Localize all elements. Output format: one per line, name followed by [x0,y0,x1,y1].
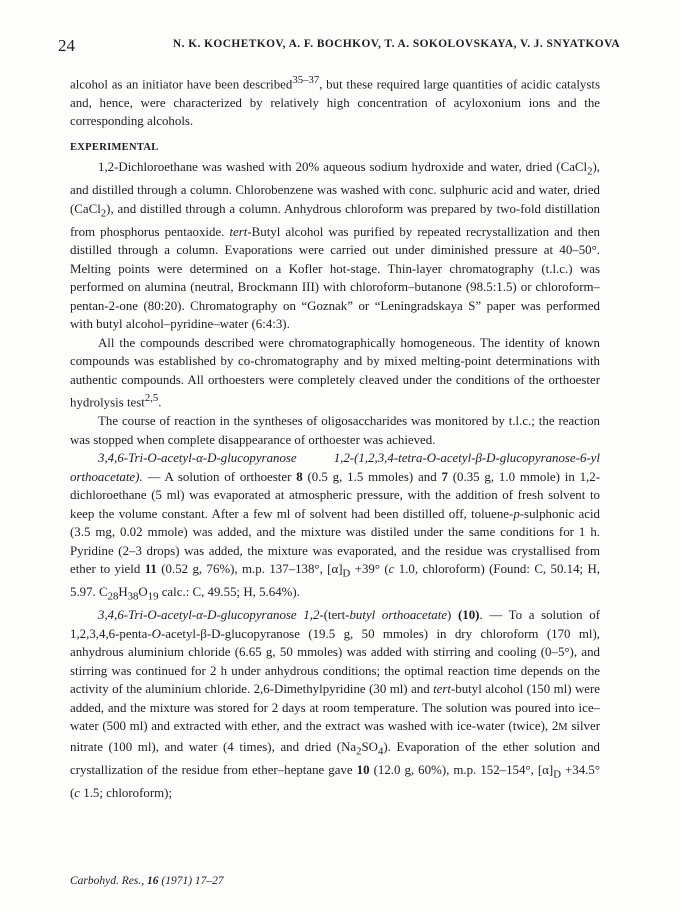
monitoring-paragraph: The course of reaction in the syntheses of oligosaccharides was monitored by t.l.c.; the reaction was stopped when complete disappearance of orthoester was achieved. [70,414,600,447]
article-body [70,71,600,803]
section-heading: EXPERIMENTAL [70,141,159,153]
intro-paragraph: alcohol as an initiator have been described$^{35-37}$, but these required large quantities of acidic catalysts and, hence, were characterized by relatively high concentration of acyloxonium ions and the corresponding alcohols. [70,74,600,129]
synthesis-paragraph-10: 3,4,6-Tri-O-acetyl-α-D-glucopyranose 1,2-(tert-butyl orthoacetate) (10). — To a solution of 1,2,3,4,6-penta-O-acetyl-β-D-glucopyranose (19.5 g, 50 mmoles) in dry chloroform (170 ml), anhydrous aluminium chloride (6.65 g, 50 mmoles) was added with stirring and cooling (0–5°), and stirring was continued for 2 h under anhydrous conditions; the optimal reaction time depends on the activity of the aluminium chloride. 2,6-Dimethylpyridine (30 ml) and tert-butyl alcohol (150 ml) were added, and the mixture was stored for 2 days at room temperature. The solution was poured into ice–water (500 ml) and extracted with ether, and the extract was washed with ice-water (twice), 2M silver nitrate (100 ml), and water (4 times), and dried $(Na_2SO_4)$. Evaporation of the ether solution and crystallization of the residue from ether–heptane gave 10 (12.0 g, 60%), m.p. 152–154°, $[\alpha]_D +34.5^\circ$ (c 1.5; chloroform); [70,608,601,801]
journal-name: Carbohyd. Res. [70,875,142,887]
materials-paragraph: 1,2-Dichloroethane was washed with 20% aqueous sodium hydroxide and water, dried (CaCl$_2$), and distilled through a column. Chlorobenzene was washed with conc. sulphuric acid and water, dried (CaCl$_2$), and distilled through a column. Anhydrous chloroform was prepared by two-fold distillation from phosphorus pentaoxide. tert-Butyl alcohol was purified by repeated recrystallization and then distilled through a column. Evaporations were carried out under diminished pressure at 40–50°. Melting points were determined on a Kofler hot-stage. Thin-layer chromatography (t.l.c.) was performed on alumina (neutral, Brockmann III) with chloroform–butanone (98.5:1.5) or chloroform–pentan-2-one (80:20). Chromatography on “Goznak” or “Leningradskaya S” paper was performed with butyl alcohol–pyridine–water (6:4:3). [70,160,600,332]
compound-title: 3,4,6-Tri-O-acetyl-α-D-glucopyranose 1,2- [98,608,324,623]
citation-ref: 35–37 [292,74,320,86]
author-list: N. K. KOCHETKOV, A. F. BOCHKOV, T. A. SOKOLOVSKAYA, V. J. SNYATKOVA [172,38,620,50]
running-header [58,36,620,56]
journal-volume: 16 [146,875,159,887]
compound-title: 3,4,6-Tri-O-acetyl-α-D-glucopyranose 1,2-(1,2,3,4-tetra-O-acetyl-β-D-glucopyranose-6-yl orthoacetate). [70,451,600,484]
journal-citation: (1971) 17–27 [158,875,224,887]
homogeneity-paragraph: All the compounds described were chromatographically homogeneous. The identity of known compounds was established by co-chromatography and by mixed melting-point determinations with authentic compounds. All orthoesters were completely cleaved under the conditions of the orthoester hydrolysis test$^{2,5}$. [70,335,600,410]
synthesis-paragraph-11: 3,4,6-Tri-O-acetyl-α-D-glucopyranose 1,2-(1,2,3,4-tetra-O-acetyl-β-D-glucopyranose-6-yl orthoacetate). — A solution of orthoester 8 (0.5 g, 1.5 mmoles) and 7 (0.35 g, 1.0 mmole) in 1,2-dichloroethane (5 ml) was evaporated at atmospheric pressure, with the addition of fresh solvent to keep the volume constant. After a few ml of solvent had been distilled off, toluene-p-sulphonic acid (3.5 mg, 0.02 mmole) was added, and the mixture was distiled under the same conditions for 1 h. Pyridine (2–3 drops) was added, the mixture was evaporated, and the residue was crystallised from ether to yield 11 (0.52 g, 76%), m.p. 137–138°, $[\alpha]_D +39^\circ$ (c 1.0, chloroform) (Found: C, 50.14; H, 5.97. $C_{28}H_{38}O_{19}$ calc.: C, 49.55; H, 5.64%). [70,451,600,603]
journal-footer: Carbohyd. Res., 16 (1971) 17–27 [70,875,224,887]
page-number: 24 [58,36,75,55]
citation-ref: 2,5 [144,392,159,405]
